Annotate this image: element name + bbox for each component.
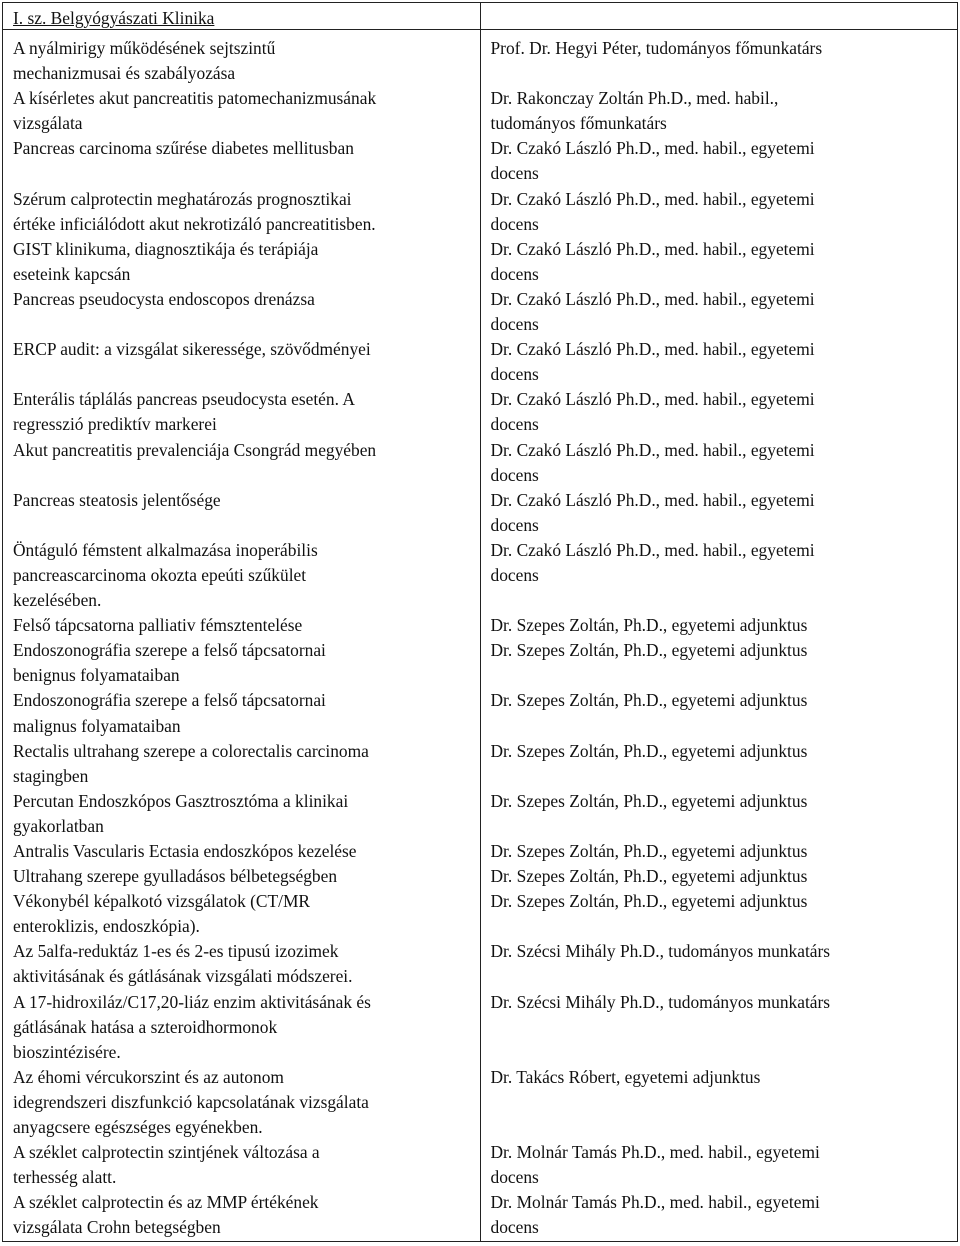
supervisor-item: Dr. Czakó László Ph.D., med. habil., egyetemi docens [490,489,815,535]
supervisor-item: Dr. Szepes Zoltán, Ph.D., egyetemi adjunktus [490,690,808,711]
supervisor-item: Dr. Rakonczay Zoltán Ph.D., med. habil., tudományos főmunkatárs [490,88,779,134]
clinic-header-cell [3,3,481,30]
topic-item: Az éhomi vércukorszint és az autonom idegrendszeri diszfunkció kapcsolatának vizsgálata anyagcsere egészséges egyénekben. [13,1066,369,1138]
supervisor-item: Dr. Takács Róbert, egyetemi adjunktus [490,1066,761,1087]
supervisor-item: Dr. Szepes Zoltán, Ph.D., egyetemi adjunktus [490,866,808,887]
supervisor-item: Dr. Czakó László Ph.D., med. habil., egyetemi docens [490,138,815,184]
topic-item: Akut pancreatitis prevalenciája Csongrád megyében [13,439,377,460]
supervisor-item: Dr. Szepes Zoltán, Ph.D., egyetemi adjunktus [490,841,808,861]
supervisor-item: Dr. Szepes Zoltán, Ph.D., egyetemi adjunktus [490,615,808,636]
supervisor-item: Dr. Szepes Zoltán, Ph.D., egyetemi adjunktus [490,740,808,761]
empty-header-cell [480,3,958,30]
supervisor-item: Dr. Czakó László Ph.D., med. habil., egyetemi docens [490,188,815,234]
topic-item: Ultrahang szerepe gyulladásos bélbetegségben [13,866,338,887]
supervisor-item: Dr. Szécsi Mihály Ph.D., tudományos munkatárs [490,941,831,962]
supervisor-item: Dr. Szepes Zoltán, Ph.D., egyetemi adjunktus [490,790,808,811]
topic-item: A széklet calprotectin és az MMP értékének vizsgálata Crohn betegségben [13,1192,319,1238]
topic-item: Enterális táplálás pancreas pseudocysta esetén. A regresszió prediktív markerei [13,389,355,435]
topic-item: Endoszonográfia szerepe a felső tápcsatornai malignus folyamataiban [13,690,326,736]
topic-item: GIST klinikuma, diagnosztikája és terápiája eseteink kapcsán [13,238,319,284]
topic-item: Pancreas pseudocysta endoscopos drenázsa [13,288,315,309]
table-row [3,30,958,1242]
supervisor-item: Dr. Czakó László Ph.D., med. habil., egyetemi docens [490,539,815,585]
topic-item: Antralis Vascularis Ectasia endoszkópos kezelése [13,841,357,861]
topic-item: Rectalis ultrahang szerepe a colorectalis carcinoma stagingben [13,740,369,786]
topic-item: Pancreas steatosis jelentősége [13,489,221,510]
supervisor-item: Dr. Molnár Tamás Ph.D., med. habil., egyetemi docens [490,1192,820,1238]
topic-item: A széklet calprotectin szintjének változása a terhesség alatt. [13,1142,320,1188]
topic-item: Percutan Endoszkópos Gasztrosztóma a klinikai gyakorlatban [13,790,349,836]
topic-item: Endoszonográfia szerepe a felső tápcsatornai benignus folyamataiban [13,640,326,686]
supervisor-item: Dr. Czakó László Ph.D., med. habil., egyetemi docens [490,439,815,485]
supervisor-item: Dr. Molnár Tamás Ph.D., med. habil., egyetemi docens [490,1142,820,1188]
topic-item: Az 5alfa-reduktáz 1-es és 2-es tipusú izozimek aktivitásának és gátlásának vizsgálati módszerei. [13,941,353,987]
supervisor-item: Dr. Szepes Zoltán, Ph.D., egyetemi adjunktus [490,891,808,912]
clinic-title: I. sz. Belgyógyászati Klinika [13,8,215,28]
topic-item: A 17-hidroxiláz/C17,20-liáz enzim aktivitásának és gátlásának hatása a szteroidhormonok bioszintézisére. [13,991,371,1062]
topic-item: A kísérletes akut pancreatitis patomechanizmusának vizsgálata [13,88,377,134]
supervisor-item: Prof. Dr. Hegyi Péter, tudományos főmunkatárs [490,38,823,58]
supervisor-item: Dr. Czakó László Ph.D., med. habil., egyetemi docens [490,339,815,385]
topic-item: Felső tápcsatorna palliativ fémsztentelése [13,615,303,636]
topic-item: Vékonybél képalkotó vizsgálatok (CT/MR enteroklizis, endoszkópia). [13,891,311,937]
topics-column [3,30,481,1242]
table-header-row [3,3,958,30]
topic-item: Pancreas carcinoma szűrése diabetes mellitusban [13,138,354,159]
thesis-topics-table [2,2,958,1242]
topic-item: Öntáguló fémstent alkalmazása inoperábilis pancreascarcinoma okozta epeúti szűkület kezelésében. [13,539,318,611]
topic-item: ERCP audit: a vizsgálat sikeressége, szövődményei [13,339,371,360]
topic-item: A nyálmirigy működésének sejtszintű mechanizmusai és szabályozása [13,38,276,84]
supervisor-item: Dr. Szepes Zoltán, Ph.D., egyetemi adjunktus [490,640,808,661]
supervisor-item: Dr. Szécsi Mihály Ph.D., tudományos munkatárs [490,991,831,1012]
supervisor-item: Dr. Czakó László Ph.D., med. habil., egyetemi docens [490,288,815,335]
supervisor-item: Dr. Czakó László Ph.D., med. habil., egyetemi docens [490,238,815,284]
supervisors-column [480,30,958,1242]
topic-item: Szérum calprotectin meghatározás prognosztikai értéke inficiálódott akut nekrotizáló pancreatitisben. [13,188,376,234]
supervisor-item: Dr. Czakó László Ph.D., med. habil., egyetemi docens [490,389,815,435]
